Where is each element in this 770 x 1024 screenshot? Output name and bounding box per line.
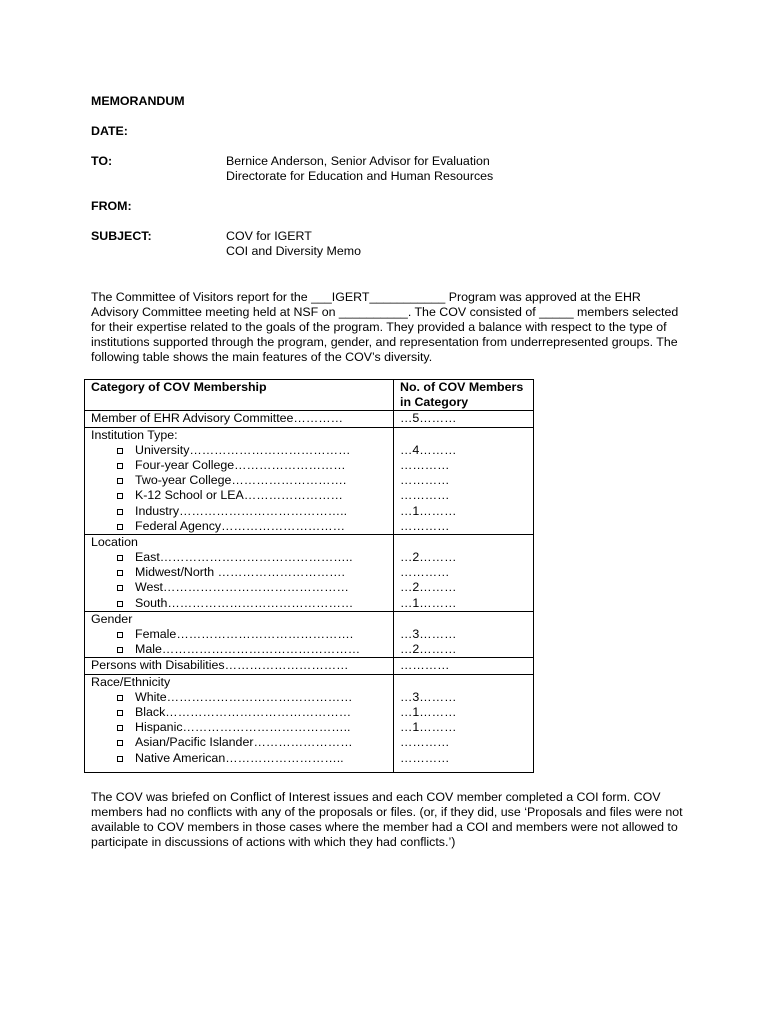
gender-heading: Gender bbox=[91, 611, 133, 626]
institution-value-list bbox=[400, 443, 527, 534]
subject-line2: COI and Diversity Memo bbox=[226, 244, 361, 258]
table-row bbox=[85, 611, 534, 658]
race-item bbox=[91, 751, 387, 766]
location-item bbox=[91, 596, 387, 611]
checkbox-bullet-icon bbox=[117, 524, 123, 530]
to-recipient-line1: Bernice Anderson, Senior Advisor for Evaluation bbox=[226, 154, 490, 168]
race-item-value: …3……… bbox=[400, 689, 457, 704]
location-item-value: ………… bbox=[400, 565, 450, 580]
gender-item-label: Male………………………………………… bbox=[135, 642, 361, 657]
institution-item-label: Industry………………………………….. bbox=[135, 503, 348, 518]
institution-item-label: Four-year College……………………… bbox=[135, 457, 346, 472]
institution-item bbox=[91, 504, 387, 519]
institution-item bbox=[91, 443, 387, 458]
gender-item bbox=[91, 642, 387, 657]
institution-values-cell bbox=[394, 427, 534, 534]
race-cell bbox=[85, 674, 394, 772]
location-item-label: South……………………………………… bbox=[135, 595, 354, 610]
checkbox-bullet-icon bbox=[117, 478, 123, 484]
institution-item-value: ………… bbox=[400, 488, 450, 503]
location-item-list bbox=[91, 550, 387, 611]
header-count: No. of COV Members in Category bbox=[394, 380, 534, 411]
institution-item bbox=[91, 488, 387, 503]
institution-item-label: Two-year College………………………. bbox=[135, 473, 347, 488]
race-heading: Race/Ethnicity bbox=[91, 674, 171, 689]
location-item-value: …2……… bbox=[400, 580, 457, 595]
institution-item-value: ………… bbox=[400, 473, 450, 488]
location-item-label: Midwest/North …………………………. bbox=[135, 565, 345, 580]
checkbox-bullet-icon bbox=[117, 601, 123, 607]
gender-value-list bbox=[400, 627, 527, 657]
table-row bbox=[85, 427, 534, 534]
checkbox-bullet-icon bbox=[117, 493, 123, 499]
race-value-list bbox=[400, 690, 527, 766]
checkbox-bullet-icon bbox=[117, 509, 123, 515]
subject-label: SUBJECT: bbox=[91, 229, 152, 243]
table-row bbox=[85, 658, 534, 674]
institution-item-label: Federal Agency………………………… bbox=[135, 518, 346, 533]
race-item-list bbox=[91, 690, 387, 766]
location-values-cell bbox=[394, 534, 534, 611]
race-item bbox=[91, 735, 387, 750]
checkbox-bullet-icon bbox=[117, 725, 123, 731]
institution-item-value: ………… bbox=[400, 518, 450, 533]
gender-values-cell bbox=[394, 611, 534, 658]
race-item bbox=[91, 690, 387, 705]
institution-item-value: ………… bbox=[400, 457, 450, 472]
disabilities-value: ………… bbox=[394, 658, 534, 674]
race-item-value: …1……… bbox=[400, 720, 457, 735]
race-item-label: White……………………………………… bbox=[135, 689, 353, 704]
location-heading: Location bbox=[91, 534, 138, 549]
location-cell bbox=[85, 534, 394, 611]
checkbox-bullet-icon bbox=[117, 695, 123, 701]
date-label: DATE: bbox=[91, 124, 128, 138]
checkbox-bullet-icon bbox=[117, 740, 123, 746]
location-value-list bbox=[400, 550, 527, 611]
checkbox-bullet-icon bbox=[117, 570, 123, 576]
checkbox-bullet-icon bbox=[117, 585, 123, 591]
checkbox-bullet-icon bbox=[117, 463, 123, 469]
intro-paragraph: The Committee of Visitors report for the ___IGERT___________ Program was approved at the EHR Advisory Committee meeting held at NSF on __________. The COV consisted of _____ members selected for their expertise related to the goals of the program. They provided a balance with respect to the type of institutions supported through the program, gender, and representation from underrepresented groups. The following table shows the main features of the COV’s diversity. bbox=[91, 290, 679, 364]
location-item-label: West……………………………………… bbox=[135, 580, 349, 595]
gender-item bbox=[91, 627, 387, 642]
table-row bbox=[85, 674, 534, 772]
table-row bbox=[85, 411, 534, 427]
race-item-value: ………… bbox=[400, 750, 450, 765]
table-row bbox=[85, 534, 534, 611]
institution-item-value: …4……… bbox=[400, 442, 457, 457]
header-category: Category of COV Membership bbox=[85, 380, 394, 411]
race-item-label: Black……………………………………… bbox=[135, 705, 352, 719]
ehr-member-value: …5……… bbox=[394, 411, 534, 427]
location-item-value: …1……… bbox=[400, 595, 457, 610]
institution-item bbox=[91, 473, 387, 488]
institution-type-cell bbox=[85, 427, 394, 534]
institution-item-value: …1……… bbox=[400, 503, 457, 518]
race-item-value: ………… bbox=[400, 735, 450, 750]
gender-cell bbox=[85, 611, 394, 658]
to-label: TO: bbox=[91, 154, 113, 168]
race-item bbox=[91, 720, 387, 735]
location-item bbox=[91, 550, 387, 565]
institution-heading: Institution Type: bbox=[91, 427, 178, 442]
location-item-label: East……………………………………….. bbox=[135, 550, 353, 565]
race-item-value: …1……… bbox=[400, 705, 457, 719]
gender-item-label: Female……………………………………. bbox=[135, 627, 354, 642]
race-item bbox=[91, 705, 387, 720]
from-label: FROM: bbox=[91, 199, 132, 213]
disabilities-label: Persons with Disabilities………………………… bbox=[85, 658, 394, 674]
checkbox-bullet-icon bbox=[117, 448, 123, 454]
institution-item-list bbox=[91, 443, 387, 534]
institution-item bbox=[91, 519, 387, 534]
checkbox-bullet-icon bbox=[117, 632, 123, 638]
memo-heading: MEMORANDUM bbox=[91, 94, 185, 108]
gender-item-list bbox=[91, 627, 387, 657]
cov-diversity-table bbox=[84, 379, 534, 773]
checkbox-bullet-icon bbox=[117, 756, 123, 762]
race-item-label: Native American……………………….. bbox=[135, 750, 344, 765]
location-item-value: …2……… bbox=[400, 550, 457, 565]
race-item-label: Hispanic………………………………….. bbox=[135, 720, 351, 735]
ehr-member-label: Member of EHR Advisory Committee………… bbox=[85, 411, 394, 427]
checkbox-bullet-icon bbox=[117, 647, 123, 653]
checkbox-bullet-icon bbox=[117, 710, 123, 716]
gender-item-value: …3……… bbox=[400, 627, 457, 642]
gender-item-value: …2……… bbox=[400, 642, 457, 657]
closing-paragraph: The COV was briefed on Conflict of Interest issues and each COV member completed a COI form. COV members had no conflicts with any of the proposals or files. (or, if they did, use ‘Proposals and files were not available to COV members in those cases where the member had a COI and members were not allowed to participate in discussions of actions with which they had conflicts.’) bbox=[91, 790, 683, 849]
to-recipient-line2: Directorate for Education and Human Resources bbox=[226, 169, 494, 183]
location-item bbox=[91, 565, 387, 580]
race-values-cell bbox=[394, 674, 534, 772]
institution-item-label: K-12 School or LEA…………………… bbox=[135, 488, 343, 503]
race-item-label: Asian/Pacific Islander…………………… bbox=[135, 735, 353, 750]
checkbox-bullet-icon bbox=[117, 555, 123, 561]
institution-item bbox=[91, 458, 387, 473]
table-header-row bbox=[85, 380, 534, 411]
institution-item-label: University………………………………… bbox=[135, 442, 351, 457]
subject-line1: COV for IGERT bbox=[226, 229, 312, 243]
location-item bbox=[91, 580, 387, 595]
